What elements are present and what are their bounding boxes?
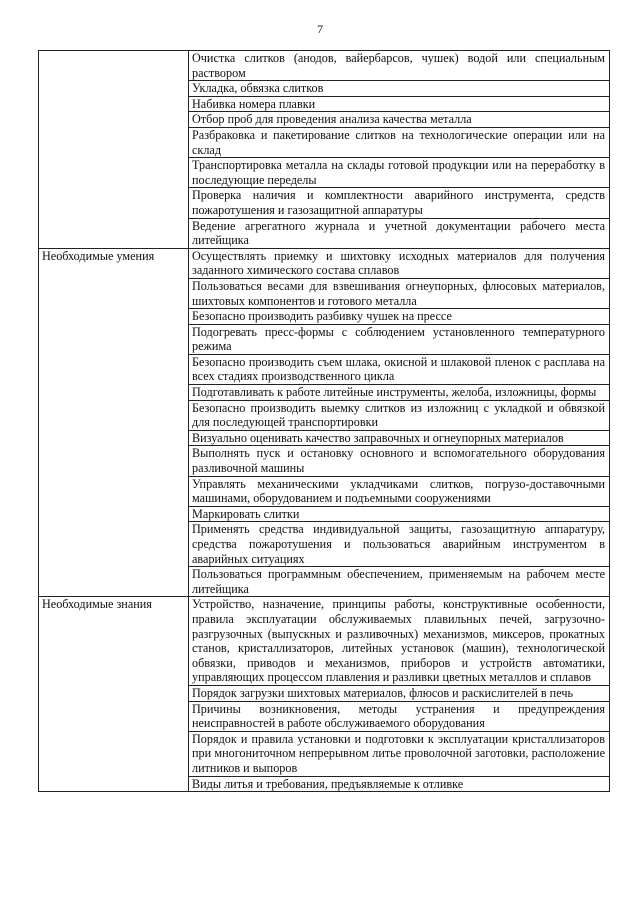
table-cell: Транспортировка металла на склады готовой продукции или на переработку в последующие переделы [189,158,610,188]
table-cell: Выполнять пуск и остановку основного и вспомогательного оборудования разливочной машины [189,446,610,476]
table-cell: Порядок и правила установки и подготовки к эксплуатации кристаллизаторов при многониточном непрерывном литье проволочной заготовки, расположение литников и выпоров [189,731,610,776]
section-label [39,51,189,249]
section-label: Необходимые знания [39,597,189,792]
table-cell: Виды литья и требования, предъявляемые к отливке [189,776,610,792]
specification-table [38,50,610,792]
table-cell: Пользоваться весами для взвешивания огнеупорных, флюсовых материалов, шихтовых компонентов и готового металла [189,278,610,308]
table-cell: Визуально оценивать качество заправочных и огнеупорных материалов [189,430,610,446]
table-cell: Пользоваться программным обеспечением, применяемым на рабочем месте литейщика [189,567,610,597]
table-row [39,248,610,278]
table-cell: Управлять механическими укладчиками слитков, погрузо-доставочными машинами, оборудованием и подъемными сооружениями [189,476,610,506]
table-cell: Осуществлять приемку и шихтовку исходных материалов для получения заданного химического состава сплавов [189,248,610,278]
table-cell: Подготавливать к работе литейные инструменты, желоба, изложницы, формы [189,385,610,401]
table-cell: Проверка наличия и комплектности аварийного инструмента, средств пожаротушения и газозащитной аппаратуры [189,188,610,218]
table-cell: Отбор проб для проведения анализа качества металла [189,112,610,128]
table-cell: Маркировать слитки [189,506,610,522]
table-body [39,51,610,792]
section-label: Необходимые умения [39,248,189,597]
table-cell: Порядок загрузки шихтовых материалов, флюсов и раскислителей в печь [189,685,610,701]
table-cell: Набивка номера плавки [189,96,610,112]
table-cell: Безопасно производить разбивку чушек на прессе [189,309,610,325]
table-cell: Причины возникновения, методы устранения и предупреждения неисправностей в работе обслуживаемого оборудования [189,701,610,731]
table-cell: Безопасно производить выемку слитков из изложниц с укладкой и обвязкой для последующей транспортировки [189,400,610,430]
table-cell: Очистка слитков (анодов, вайербарсов, чушек) водой или специальным раствором [189,51,610,81]
table-cell: Применять средства индивидуальной защиты, газозащитную аппаратуру, средства пожаротушения и пользоваться аварийным инструментом в аварийных ситуациях [189,522,610,567]
table-row [39,597,610,686]
table-cell: Устройство, назначение, принципы работы, конструктивные особенности, правила эксплуатации обслуживаемых плавильных печей, загрузочно-разгрузочных (выпускных и разливочных) механизмов, миксеров, прокатных станов, кристаллизаторов, литейных установок (машин), технологической обвязки, приводов и механизмов, приборов и устройств автоматики, управляющих процессом плавления и разливки цветных металлов и сплавов [189,597,610,686]
table-row [39,51,610,81]
table-cell: Безопасно производить съем шлака, окисной и шлаковой пленок с расплава на всех стадиях производственного цикла [189,354,610,384]
table-cell: Разбраковка и пакетирование слитков на технологические операции или на склад [189,127,610,157]
table-cell: Ведение агрегатного журнала и учетной документации рабочего места литейщика [189,218,610,248]
table-cell: Подогревать пресс-формы с соблюдением установленного температурного режима [189,324,610,354]
table-cell: Укладка, обвязка слитков [189,81,610,97]
page-number: 7 [317,22,323,36]
